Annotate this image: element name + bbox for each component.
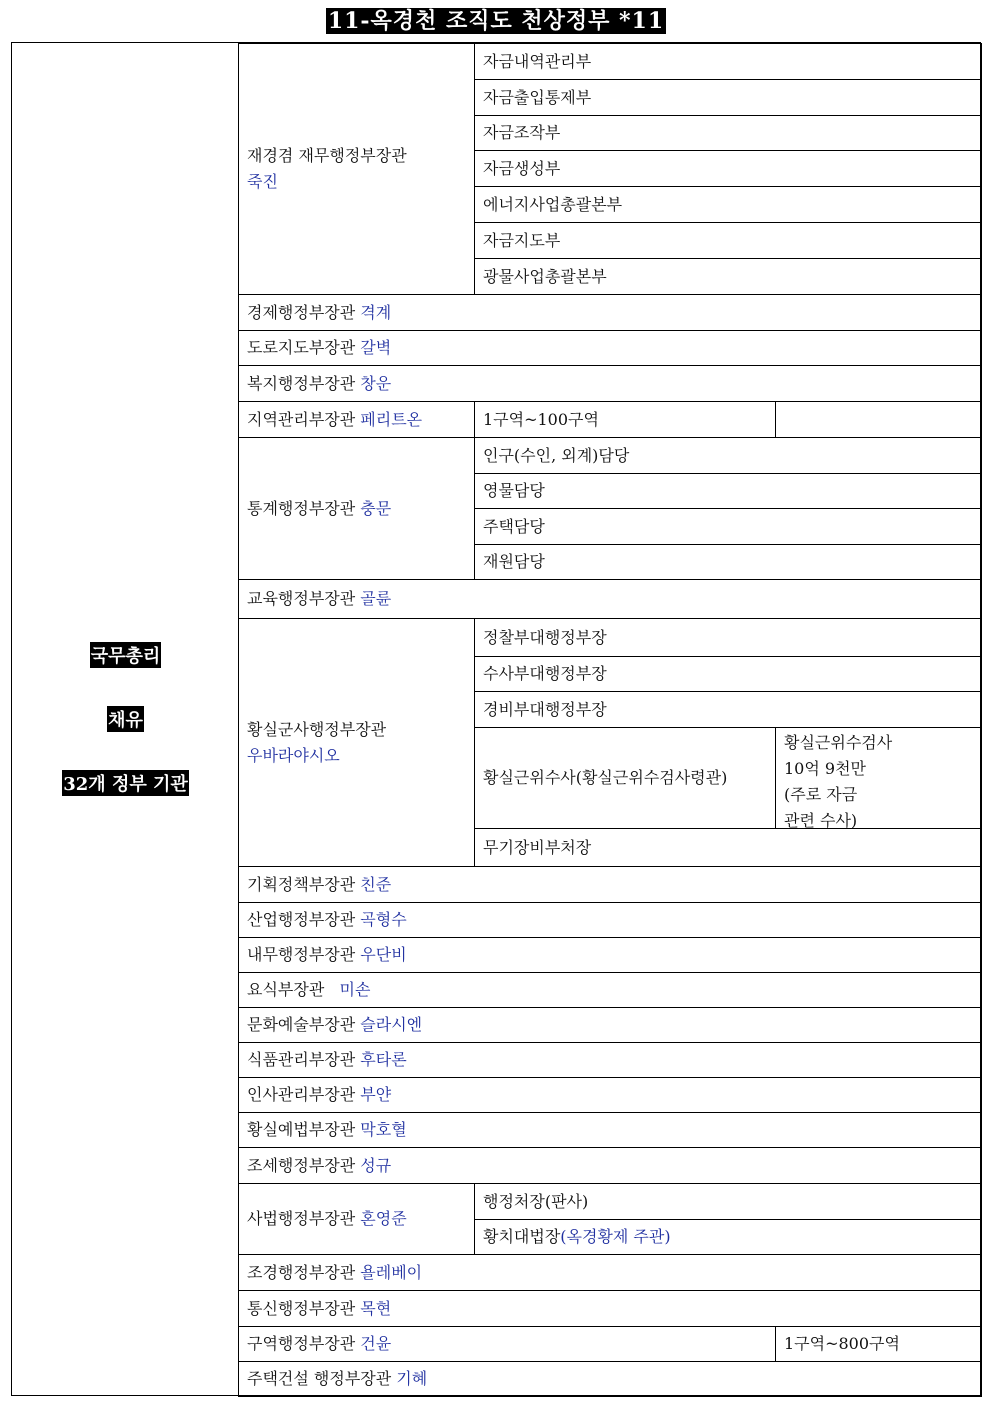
minister-name: 기혜: [396, 1369, 428, 1388]
org-chart-table: [11, 42, 981, 1396]
finance-sub-label: 자금출입통제부: [483, 87, 592, 107]
minister-title: 조세행정부장관: [247, 1155, 356, 1175]
stats-sub-label: 재원담당: [483, 552, 545, 571]
district-range: 1구역~800구역: [784, 1334, 900, 1353]
finance-sub-label: 자금지도부: [483, 230, 561, 250]
minister-row: [238, 902, 982, 938]
finance-sub-label: 자금조작부: [483, 123, 561, 142]
minister-name: 갈벽: [360, 338, 392, 357]
prime-minister-cell: [12, 43, 239, 1395]
minister-row: [238, 937, 982, 973]
minister-title: 조경행정부장관: [247, 1262, 356, 1282]
minister-name: 우단비: [360, 945, 407, 964]
minister-title: 식품관리부장관: [247, 1050, 356, 1069]
armory-label: 무기장비부처장: [483, 837, 592, 857]
minister-name: 충문: [360, 498, 392, 518]
minister-name: 창운: [360, 373, 392, 393]
finance-minister-cell: [238, 43, 475, 295]
stats-sub-label: 주택담당: [483, 516, 545, 536]
judiciary-sub-label: 행정처장(판사): [483, 1191, 589, 1211]
royal-guard-note-cell: [775, 727, 982, 829]
minister-name: 막호혈: [360, 1120, 407, 1139]
finance-sub-cell: [474, 43, 982, 80]
minister-name: 성규: [360, 1155, 392, 1175]
royal-guard-note-line: 황실근위수검사: [784, 733, 893, 752]
finance-minister-name: 죽진: [247, 172, 278, 191]
stats-sub-cell: [474, 544, 982, 580]
armory-cell: [474, 828, 982, 867]
military-sub-cell: [474, 656, 982, 692]
minister-title: 인사관리부장관: [247, 1085, 356, 1104]
finance-sub-cell: [474, 186, 982, 223]
minister-name: 혼영준: [360, 1209, 407, 1228]
stats-sub-cell: [474, 508, 982, 545]
military-sub-cell: [474, 691, 982, 728]
minister-name: 후타론: [360, 1050, 407, 1069]
minister-title: 황실예법부장관: [247, 1120, 356, 1139]
finance-sub-label: 에너지사업총괄본부: [483, 194, 623, 214]
stats-sub-cell: [474, 437, 982, 474]
minister-title: 황실군사행정부장관: [247, 719, 387, 739]
royal-guard-label: 황실근위수사(황실근위수검사령관): [483, 768, 728, 787]
minister-name: 우바라야시오: [247, 745, 340, 765]
stats-sub-label: 인구(수인, 외계)담당: [483, 445, 630, 465]
finance-sub-label: 자금내역관리부: [483, 51, 592, 71]
education-minister-row: [238, 579, 982, 619]
minister-row: [238, 866, 982, 903]
region-range: 1구역~100구역: [483, 409, 599, 429]
minister-row: [238, 972, 982, 1008]
minister-name: 욜레베이: [360, 1262, 423, 1282]
royal-guard-cell: [474, 727, 776, 829]
minister-title: 지역관리부장관: [247, 409, 356, 429]
housing-minister-row: [238, 1361, 982, 1397]
minister-row: [238, 1077, 982, 1113]
finance-sub-label: 광물사업총괄본부: [483, 266, 607, 286]
minister-title: 내무행정부장관: [247, 945, 356, 964]
minister-name: 미손: [339, 980, 371, 999]
minister-name: 격계: [360, 302, 392, 322]
minister-title: 주택건설 행정부장관: [247, 1369, 392, 1388]
minister-name: 부얀: [360, 1085, 392, 1104]
finance-sub-cell: [474, 222, 982, 259]
minister-row: [238, 1042, 982, 1078]
judiciary-minister-cell: [238, 1183, 475, 1255]
minister-title: 경제행정부장관: [247, 302, 356, 322]
minister-name: 건윤: [360, 1334, 392, 1353]
minister-title: 구역행정부장관: [247, 1334, 356, 1353]
minister-row: [238, 1147, 982, 1184]
minister-title: 통신행정부장관: [247, 1298, 356, 1318]
minister-name: 목현: [360, 1298, 392, 1318]
minister-title: 교육행정부장관: [247, 589, 356, 608]
finance-sub-label: 자금생성부: [483, 158, 561, 178]
stats-sub-label: 영물담당: [483, 481, 545, 500]
minister-title: 기획정책부장관: [247, 874, 356, 894]
royal-guard-note-line: (주로 자금: [784, 785, 858, 804]
royal-guard-note-line: 관련 수사): [784, 811, 858, 830]
prime-minister-name: 채유: [107, 706, 144, 732]
minister-name: 페리트온: [360, 409, 423, 429]
military-minister-cell: [238, 618, 475, 867]
finance-minister-title: 재경겸 재무행정부장관: [247, 146, 407, 165]
minister-name: 슬라시엔: [360, 1015, 423, 1034]
judiciary-sub-cell: [474, 1219, 982, 1255]
minister-title: 통계행정부장관: [247, 498, 356, 518]
finance-sub-cell: [474, 258, 982, 295]
military-sub-label: 경비부대행정부장: [483, 699, 607, 719]
minister-row: [238, 1112, 982, 1148]
minister-row: [238, 1007, 982, 1043]
military-sub-label: 정찰부대행정부장: [483, 627, 607, 647]
district-range-cell: [775, 1326, 982, 1362]
minister-name: 친준: [360, 874, 392, 894]
region-minister-cell: [238, 401, 475, 438]
road-minister-row: [238, 330, 982, 366]
minister-row: [238, 1254, 982, 1291]
prime-minister-title: 국무총리: [90, 642, 162, 668]
judiciary-sub-note: (옥경황제 주관): [560, 1227, 671, 1246]
minister-title: 도로지도부장관: [247, 338, 356, 357]
document-title: [0, 4, 992, 35]
region-empty-cell: [775, 401, 982, 438]
stats-sub-cell: [474, 473, 982, 509]
region-range-cell: [474, 401, 776, 438]
economy-minister-row: [238, 294, 982, 331]
welfare-minister-row: [238, 365, 982, 402]
finance-sub-cell: [474, 79, 982, 116]
minister-title: 문화예술부장관: [247, 1015, 356, 1034]
minister-title: 요식부장관: [247, 980, 330, 999]
military-sub-cell: [474, 618, 982, 657]
agency-count: 32개 정부 기관: [62, 770, 189, 796]
minister-title: 사법행정부장관: [247, 1209, 356, 1228]
finance-sub-cell: [474, 115, 982, 151]
minister-row: [238, 1290, 982, 1327]
judiciary-sub-cell: [474, 1183, 982, 1220]
document-title-text: 11-옥경천 조직도 천상정부 *11: [327, 8, 665, 34]
stats-minister-cell: [238, 437, 475, 580]
royal-guard-note-line: 10억 9천만: [784, 759, 866, 778]
military-sub-label: 수사부대행정부장: [483, 664, 607, 683]
district-minister-cell: [238, 1326, 776, 1362]
judiciary-sub-label: 황치대법장: [483, 1227, 561, 1246]
minister-title: 산업행정부장관: [247, 910, 356, 929]
finance-sub-cell: [474, 150, 982, 187]
minister-name: 곡형수: [360, 910, 407, 929]
minister-name: 골륜: [360, 589, 392, 608]
minister-title: 복지행정부장관: [247, 373, 356, 393]
